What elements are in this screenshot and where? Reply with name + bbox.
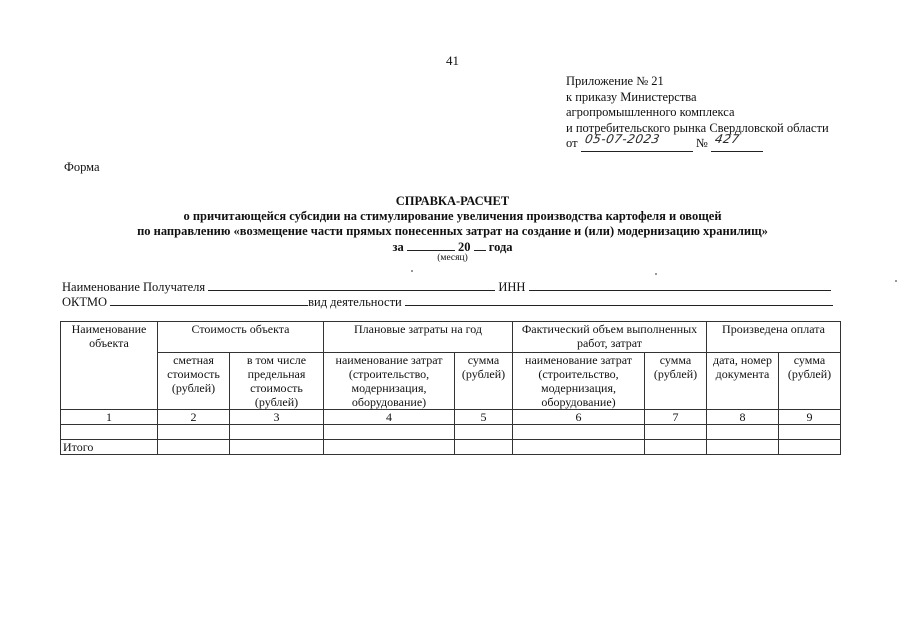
table-cell[interactable] [230, 425, 324, 440]
col-number: 4 [324, 410, 455, 425]
appendix-order-line [566, 131, 829, 152]
table-cell[interactable] [707, 440, 779, 455]
doc-title: СПРАВКА-РАСЧЕТ [395, 194, 510, 208]
doc-subtitle-1: о причитающейся субсидии на стимулирование увеличения производства картофеля и овощей [183, 209, 722, 223]
table-cell[interactable] [779, 440, 841, 455]
calculation-table [60, 321, 841, 455]
table-cell[interactable] [158, 440, 230, 455]
table-cell[interactable] [779, 425, 841, 440]
table-cell[interactable] [455, 440, 513, 455]
handwritten-number: 427 [713, 131, 741, 146]
col-number: 3 [230, 410, 324, 425]
number-label: № [695, 136, 708, 150]
scan-speck [655, 273, 657, 275]
inn-label: ИНН [498, 280, 526, 294]
oktmo-row [62, 294, 833, 310]
total-label: Итого [61, 440, 158, 455]
subheader-fact-sum: сумма (рублей) [645, 353, 707, 410]
oktmo-label: ОКТМО [62, 295, 107, 309]
scan-speck [895, 280, 897, 282]
subheader-estimate: сметная стоимость (рублей) [158, 353, 230, 410]
recipient-row [62, 279, 831, 295]
appendix-line-1: Приложение № 21 [566, 74, 664, 88]
order-number-line [711, 131, 763, 152]
table-cell[interactable] [645, 440, 707, 455]
col-number: 1 [61, 410, 158, 425]
table-cell[interactable] [158, 425, 230, 440]
appendix-line-2: к приказу Министерства [566, 89, 697, 104]
period-goda: года [488, 240, 513, 254]
col-number: 5 [455, 410, 513, 425]
col-number: 2 [158, 410, 230, 425]
from-label: от [566, 136, 578, 150]
oktmo-field[interactable] [110, 294, 308, 306]
table-cell[interactable] [324, 425, 455, 440]
table-cell[interactable] [61, 425, 158, 440]
recipient-label: Наименование Получателя [62, 280, 206, 294]
order-date-line [581, 131, 693, 152]
subheader-fact-cost-name: наименование затрат (строительство, модернизация, оборудование) [513, 353, 645, 410]
col-number: 9 [779, 410, 841, 425]
recipient-field[interactable] [208, 279, 495, 291]
appendix-block [566, 74, 829, 152]
total-row [61, 440, 841, 455]
year-blank [474, 239, 486, 251]
doc-subtitle-2: по направлению «возмещение части прямых понесенных затрат на создание и (или) модернизацию хранилищ» [137, 224, 768, 238]
col-number: 6 [513, 410, 645, 425]
appendix-line-3: агропромышленного комплекса [566, 105, 735, 119]
appendix-line-4: и потребительского рынка Свердловской области [566, 120, 829, 135]
form-label: Форма [64, 160, 100, 174]
subheader-date-doc: дата, номер документа [707, 353, 779, 410]
subheader-paid-sum: сумма (рублей) [779, 353, 841, 410]
table-row [61, 425, 841, 440]
subheader-limit-cost: в том числе предельная стоимость (рублей) [230, 353, 324, 410]
table-cell[interactable] [455, 425, 513, 440]
table-cell[interactable] [513, 425, 645, 440]
period-za: за [392, 240, 404, 254]
activity-field[interactable] [405, 294, 833, 306]
page-number: 41 [446, 53, 459, 68]
table-cell[interactable] [707, 425, 779, 440]
col-number: 8 [707, 410, 779, 425]
table-subheader-row [61, 353, 841, 410]
header-object-name: Наименование объекта [61, 322, 158, 410]
column-number-row [61, 410, 841, 425]
table-cell[interactable] [645, 425, 707, 440]
activity-label: вид деятельности [308, 295, 402, 309]
header-object-cost: Стоимость объекта [158, 322, 324, 353]
subheader-plan-cost-name: наименование затрат (строительство, модернизация, оборудование) [324, 353, 455, 410]
month-blank [407, 239, 455, 251]
inn-field[interactable] [529, 279, 831, 291]
table-cell[interactable] [513, 440, 645, 455]
scan-speck [411, 270, 413, 272]
month-hint: (месяц) [437, 253, 468, 263]
header-planned-costs: Плановые затраты на год [324, 322, 513, 353]
handwritten-date: 05-07-2023 [583, 131, 661, 146]
table-cell[interactable] [324, 440, 455, 455]
subheader-plan-sum: сумма (рублей) [455, 353, 513, 410]
period-year-prefix: 20 [457, 240, 471, 254]
header-actual-volume: Фактический объем выполненных работ, затрат [513, 322, 707, 353]
table-cell[interactable] [230, 440, 324, 455]
header-payment-made: Произведена оплата [707, 322, 841, 353]
table-header-row [61, 322, 841, 353]
col-number: 7 [645, 410, 707, 425]
